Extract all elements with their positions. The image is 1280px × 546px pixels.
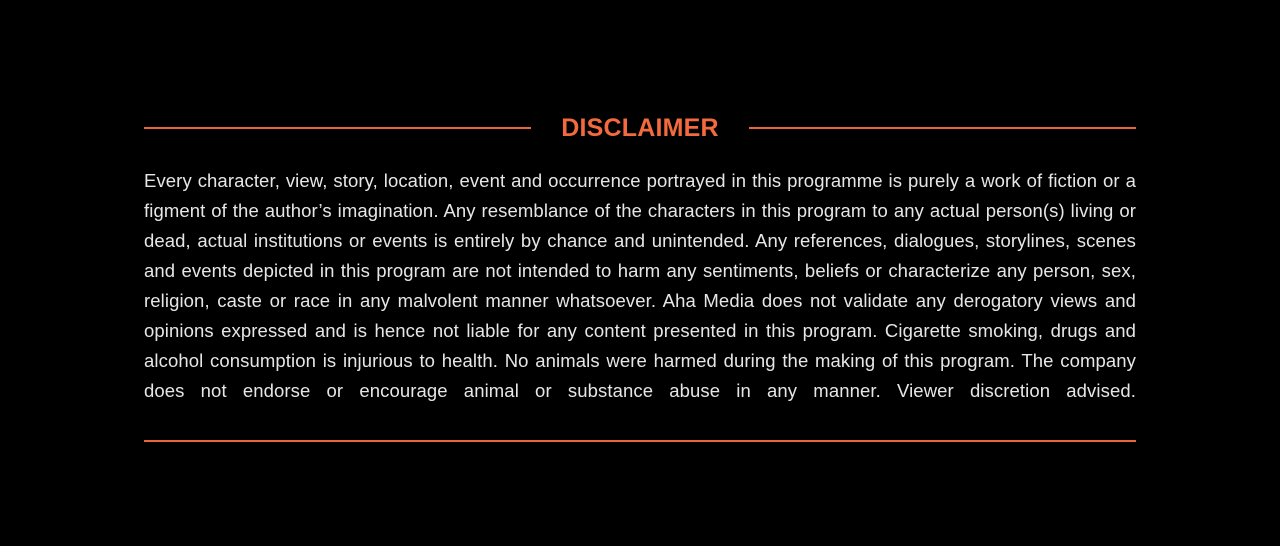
- footer-rule: [144, 440, 1136, 442]
- header-rule-right: [749, 127, 1136, 129]
- header-rule-left: [144, 127, 531, 129]
- disclaimer-title: DISCLAIMER: [561, 114, 719, 142]
- disclaimer-body: Every character, view, story, location, event and occurrence portrayed in this programme is purely a work of fiction or a figment of the author’s imagination. Any resemblance of the characters in this program to any actual person(s) living or dead, actual institutions or events is entirely by chance and unintended. Any references, dialogues, storylines, scenes and events depicted in this program are not intended to harm any sentiments, beliefs or characterize any person, sex, religion, caste or race in any malvolent manner whatsoever. Aha Media does not validate any derogatory views and opinions expressed and is hence not liable for any content presented in this program. Cigarette smoking, drugs and alcohol consumption is injurious to health. No animals were harmed during the making of this program. The company does not endorse or encourage animal or substance abuse in any manner. Viewer discretion advised.: [144, 170, 1136, 401]
- disclaimer-header: [144, 108, 1136, 148]
- disclaimer-panel: [144, 108, 1136, 406]
